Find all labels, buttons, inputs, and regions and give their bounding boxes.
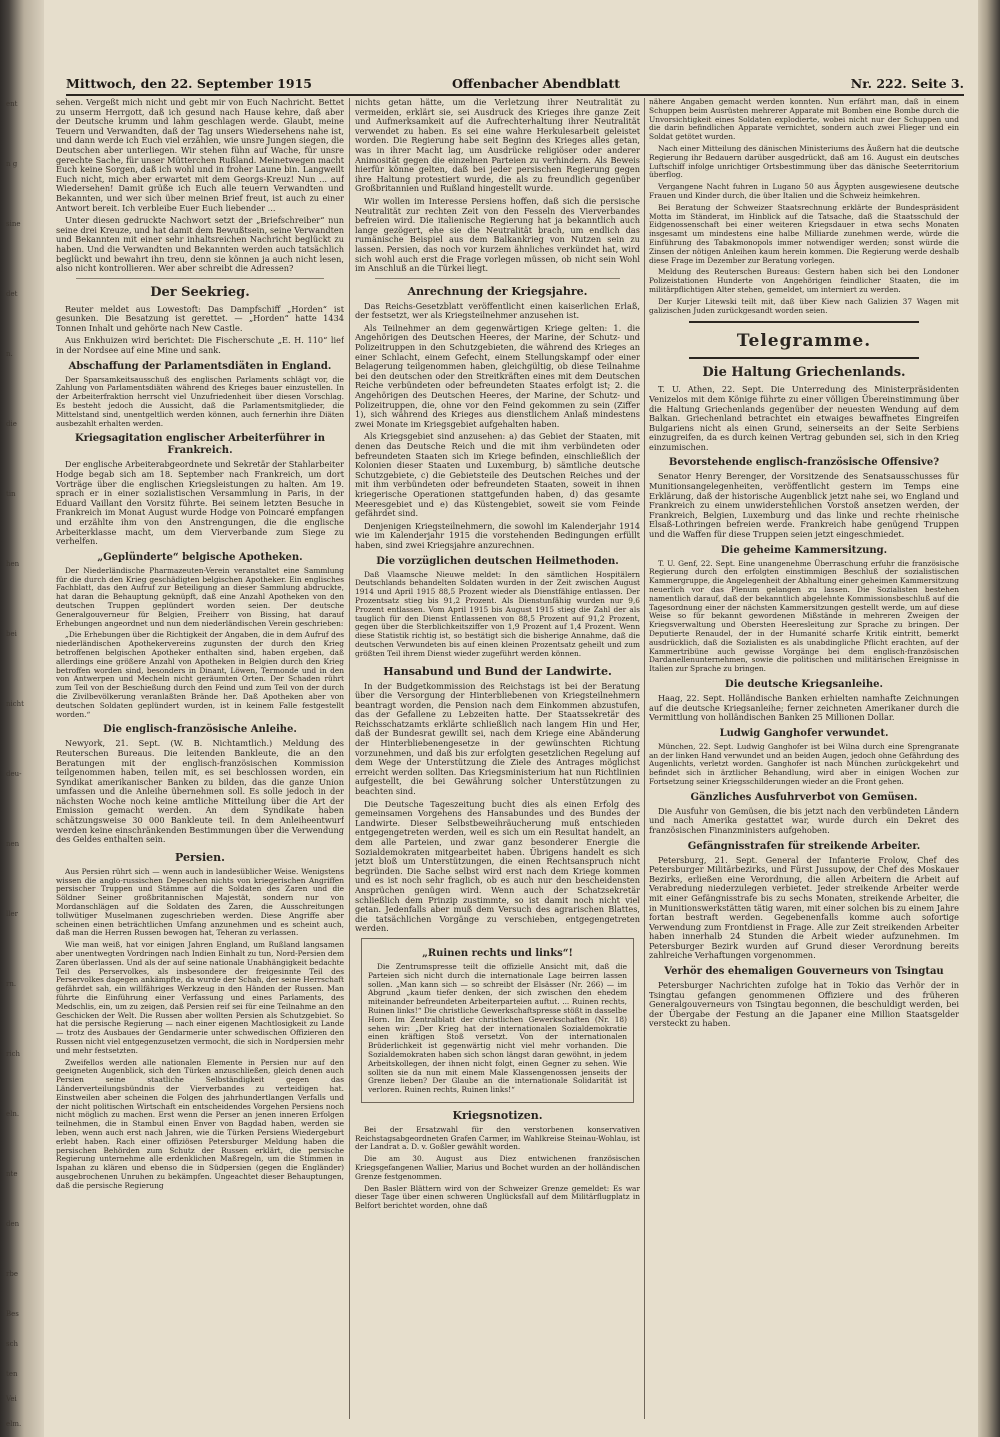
edge-fragment: nte: [6, 1170, 18, 1178]
article-paragraph: Denjenigen Kriegsteilnehmern, die sowohl im Kalenderjahr 1914 wie im Kalenderjahr 1915 die vorstehenden Bedingungen erfüllt haben, sind zwei Kriegsjahre anzurechnen.: [355, 520, 640, 550]
headline-ganghofer: Ludwig Ganghofer verwundet.: [719, 727, 889, 739]
headline-diaeten: Abschaffung der Parlamentsdiäten in England.: [68, 360, 332, 372]
article-paragraph: München, 22. Sept. Ludwig Ganghofer ist bei Wilna durch eine Sprengranate an der linken Hand verwundet und an beiden Augen, jedoch ohne Gefährdung des Augenlichts, verletzt worden. Ganghofer ist nach München zurückgekehrt und befindet sich in ärztlicher Behandlung, wird aber in einigen Wochen zur Fortsetzung seiner Kriegsschilderungen wieder an die Front gehen.: [649, 741, 959, 786]
article-paragraph: Der Kurjer Litewski teilt mit, daß über Kiew nach Galizien 37 Wagen mit galizischen Juden zurückgesandt worden seien.: [649, 296, 959, 315]
headline-ausfuhrverbot: Gänzliches Ausfuhrverbot von Gemüsen.: [690, 791, 918, 803]
edge-fragment: det: [6, 290, 18, 298]
article-paragraph: sehen. Vergeßt mich nicht und gebt mir von Euch Nachricht. Bettet zu unserm Herrgott, daß ich gesund nach Hause kehre, daß aber der Deutsche krumm und lahm geschlagen werde. Glaubt, meine Teuern und Verwandten, daß der Tag unsers Wiedersehens nahe ist, und dann werde ich Euch viel erzählen, wie unsre Jungen siegen, die Deutschen aber unterliegen. Wir stehen fühn auf Wache, für unsre gerechte Sache, für unser Mütterchen Rußland. Meinetwegen macht Euch keine Sorgen, daß ich wohl und in froher Laune bin. Langweilt Euch nicht, mich aber erwartet mit dem Georgs-Kreuz! Nun ... auf Wiedersehen! Damit grüße ich Euch alle teuern Verwandten und Bekannten, und wer sich über meinen Brief freut, ist auch zu einer Antwort bereit. Ich verbleibe Euer Euch liebender ...: [56, 98, 344, 213]
headline-persien: Persien.: [175, 850, 225, 864]
article-paragraph: Bei der Ersatzwahl für den verstorbenen konservativen Reichstagsabgeordneten Grafen Carmer, im Wahlkreise Steinau-Wohlau, ist der Landrat a. D. v. Goßler gewählt worden.: [355, 1124, 640, 1152]
article-paragraph: Das Reichs-Gesetzblatt veröffentlicht einen kaiserlichen Erlaß, der festsetzt, wer als Kriegsteilnehmer anzusehen ist.: [355, 300, 640, 321]
section-title-telegramme: Telegramme.: [736, 331, 872, 352]
article-paragraph: T. U. Genf, 22. Sept. Eine unangenehme Überraschung erfuhr die französische Regierung durch den erfolgten einstimmigen Beschluß der sozialistischen Kammergruppe, die Angelegenheit der Abhaltung einer geheimen Kammersitzung neuerlich vor das Plenum gelangen zu lassen. Die Sozialisten bestehen namentlich darauf, daß der bekanntlich abgelehnte Kommissionsbeschluß auf die Tagesordnung einer der nächsten Kammersitzungen gestellt werde, um auf diese Weise so für bekannt gewordenen Mißstände in mehreren Zweigen der Kriegsverwaltung und Obersten Heeresleitung zur Sprache zu bringen. Der Deputierte Renaudel, der in der Humanité scharfe Kritik eintritt, bemerkt ausdrücklich, daß die Sozialisten es als unabdingliche Pflicht erachten, auf der Kammertribüne auch gewisse Vorgänge bei dem englisch-französischen Dardanellenunternehmen, sowie die politischen und militärischen Ereignisse in Italien zur Sprache zu bringen.: [649, 558, 959, 674]
edge-fragment: bei: [6, 630, 17, 638]
article-paragraph: Wir wollen im Interesse Persiens hoffen, daß sich die persische Neutralität zur rechten Zeit von den Fesseln des Vierverbandes befreien wird. Die italienische Regierung hat ja bekanntlich auch lange gezögert, ehe sie die Neutralität brach, um endlich das rumänische Beispiel aus dem Balkankrieg von Nutzen sein zu lassen. Persien, das noch vor kurzem ähnliches verkündet hat, wird sich wohl auch erst die Frage vorlegen müssen, ob nicht sein Wohl im Anschluß an die Türkei liegt.: [355, 195, 640, 274]
page-header: [66, 74, 964, 96]
edge-fragment: rich: [6, 1050, 21, 1058]
edge-fragment: die: [6, 420, 17, 428]
headline-ruinen: „Ruinen rechts und links“!: [422, 947, 573, 959]
headline-streik: Gefängnisstrafen für streikende Arbeiter.: [687, 840, 921, 852]
article-paragraph: Vergangene Nacht fuhren in Lugano 50 aus Ägypten ausgewiesene deutsche Frauen und Kinder durch, die über Italien und die Schweiz heimkehren.: [649, 182, 959, 200]
article-paragraph: Der Niederländische Pharmazeuten-Verein veranstaltet eine Sammlung für die durch den Krieg geschädigten belgischen Apotheker. Ein englisches Fachblatt, das den Aufruf zur Beteiligung an dieser Sammlung abdruckte, hat daran die Behauptung geknüpft, daß eine Anzahl Apotheken von den deutschen Truppen geplündert worden seien. Der deutsche Generalgouverneur für Belgien, Freiherr von Bissing, hat darauf Erhebungen angeordnet und nun dem niederländischen Verein geschrieben:: [56, 565, 344, 628]
divider: [76, 278, 324, 279]
edge-fragment: rbe: [6, 1270, 18, 1278]
article-paragraph: Der Sparsamkeitsausschuß des englischen Parlaments schlägt vor, die Zahlung von Parlamentsdiäten während des Krieges bauer einzustellen. In der Arbeiterfraktion herrscht viel Unzufriedenheit über diesen Vorschlag. Es besteht jedoch die Aussicht, daß die Parlamentsmitglieder, die Mittelstand sind, unentgeltlich werden können, auch fernerhin ihre Diäten ausbezahlt erhalten werden.: [56, 374, 344, 428]
edge-fragment: sch: [6, 1340, 19, 1348]
edge-fragment: rn.: [6, 980, 17, 988]
article-paragraph: Der englische Arbeiterabgeordnete und Sekretär der Stahlarbeiter Hodge begab sich am 18. September nach Frankreich, um dort Vorträge über die englischen Kriegsleistungen zu halten. Am 19. sprach er in einer sozialistischen Versammlung in Paris, in der Eduard Vaillant den Vorsitz führte. Bei seinem letzten Besuche in Frankreich im Monat August wurde Hodge von Poincaré empfangen und erzählte ihm von den Anstrengungen, die die englische Arbeiterklasse macht, um dem Vierverbande zum Siege zu verhelfen.: [56, 459, 344, 547]
headline-kriegsnotizen: Kriegsnotizen.: [452, 1108, 543, 1122]
column-1: [56, 98, 344, 1419]
article-paragraph: T. U. Athen, 22. Sept. Die Unterredung des Ministerpräsidenten Venizelos mit dem Könige führte zu einer völligen Übereinstimmung über die Haltung Griechenlands gegenüber der neuesten Wendung auf dem Balkan. Griechenland betrachtet ein etwaiges bewaffnetes Eingreifen Bulgariens nicht als einen Grund, seinerseits an der Seite Serbiens einzugreifen, da es durch keinen Vertrag gebunden sei, sich in den Krieg einzumischen.: [649, 384, 959, 452]
article-paragraph: Als Kriegsgebiet sind anzusehen: a) das Gebiet der Staaten, mit denen das Deutsche Reich und die mit ihm verbündeten oder befreundeten Staaten sich im Kriege befinden, einschließlich der Kolonien dieser Staaten und Luxemburg, b) sämtliche deutsche Schutzgebiete, c) die Gebietsteile des Deutschen Reiches und der mit ihm verbündeten oder befreundeten Staaten, soweit in ihnen kriegerische Operationen stattgefunden haben, d) das gesamte Meeresgebiet und e) das Küstengebiet, soweit sie vom Feinde gefährdet sind.: [355, 431, 640, 519]
edge-fragment: Bes: [6, 1310, 19, 1318]
article-paragraph: Die Zentrumspresse teilt die offizielle Ansicht mit, daß die Parteien sich nicht durch die internationale Lage beirren lassen sollen. „Man kann sich — so schreibt der Elsässer (Nr. 266) — im Abgrund „kaum tiefer denken, der sich zwischen den ehedem miteinander befreundeten Arbeiterparteien auftut. ... Ruinen rechts, Ruinen links!“ Die christliche Gewerkschaftspresse stößt in dasselbe Horn. Im Zentralblatt der christlichen Gewerkschaften (Nr. 18) sehen wir: „Der Krieg hat der internationalen Sozialdemokratie einen kräftigen Stoß versetzt. Von der internationalen Brüderlichkeit ist gegenwärtig nicht viel mehr vorhanden. Die Sozialdemokraten haben sich schon längst daran gewöhnt, in jedem Arbeitskollegen, der ihnen nicht folgt, einen Gegner zu sehen. Wie sollten sie da nun mit einem Male Klassengenossen jenseits der Grenze lieben? Der Glaube an die internationale Solidarität ist verloren. Ruinen rechts, Ruinen links!“: [368, 961, 627, 1095]
article-paragraph: nichts getan hätte, um die Verletzung ihrer Neutralität zu vermeiden, erklärt sie, sei Ausdruck des Krieges ihre ganze Zeit und Aufmerksamkeit auf die Aufrechterhaltung ihrer Neutralität verwendet zu haben. Es sei eine wahre Herkulesarbeit geleistet worden. Die Regierung habe seit Beginn des Krieges alles getan, was in ihrer Macht lag, um Ausdrücke religiöser oder anderer Animosität gegen die einzelnen Parteien zu verhindern. Als Beweis hierfür könne gelten, daß bei jeder persischen Regierung gegen ihre Haltung protestiert wurde, die als zu freundlich gegenüber Großbritannien und Rußland hingestellt wurde.: [355, 98, 640, 194]
headline-kriegsanleihe: Die deutsche Kriegsanleihe.: [725, 679, 883, 690]
article-paragraph: Petersburg, 21. Sept. General der Infanterie Frolow, Chef des Petersburger Militärbezirks, und Fürst Jussupow, der Chef des Moskauer Bezirks, erließen eine Verordnung, die allen Arbeitern die Arbeit auf Verabredung niederzulegen verbietet. Jeder streikende Arbeiter werde mit einer Gefängnisstrafe bis zu sechs Monaten, streikende Arbeiter, die in Munitionswerkstätten tätig waren, mit einer solchen bis zu einem Jahre fortan bestraft werden. Gegebenenfalls komme auch sofortige Verwendung zum Frontdienst in Frage. Alle zur Zeit streikenden Arbeiter haben innerhalb 24 Stunden die Arbeit wieder aufzunehmen. Im Petersburger Bezirk wurden auf Grund dieser Verordnung bereits zahlreiche Verhaftungen vorgenommen.: [649, 854, 959, 961]
edge-fragment: tin: [6, 490, 16, 498]
article-paragraph: Reuter meldet aus Lowestoft: Das Dampfschiff „Horden“ ist gesunken. Die Besatzung ist gerettet. — „Horden“ hatte 1434 Tonnen Inhalt und gehörte nach New Castle.: [56, 303, 344, 333]
headline-seekrieg: Der Seekrieg.: [150, 284, 250, 300]
adjacent-page-edge: [0, 0, 44, 1437]
column-3: [649, 98, 959, 1419]
divider: [689, 321, 919, 323]
edge-fragment: nicht: [6, 700, 24, 708]
article-paragraph: Nach einer Mitteilung des dänischen Ministeriums des Äußern hat die deutsche Regierung ihr Bedauern darüber ausgedrückt, daß am 16. August ein deutsches Luftschiff infolge unrichtiger Ortsbestimmung über das dänische Seeterritorium überflog.: [649, 143, 959, 180]
boxed-article: [361, 938, 634, 1103]
article-paragraph: Die Deutsche Tageszeitung bucht dies als einen Erfolg des gemeinsamen Vorgehens des Hansabundes und des Bundes der Landwirte. Dieser Selbstbeweihräucherung muß entschieden entgegengetreten werden, weil es sich um ein Resultat handelt, an dem alle Parteien, und zwar ganz besonderer Energie die Sozialdemokraten mitgearbeitet haben. Übrigens handelt es sich jetzt bloß um Unterstützungen, die einen Rechtsanspruch nicht begründen. Die Sache selbst wird erst nach dem Kriege kommen und es ist noch sehr fraglich, ob es auch nur den bescheidensten Ansprüchen genügen wird. Wenn auch der Schatzsekretär schließlich dem Prinzip zustimmte, so ist damit noch nicht viel getan. Jedenfalls aber muß dem Versuch des agrarischen Blattes, die tatsächlichen Vorgänge zu verschieben, entgegengetreten werden.: [355, 798, 640, 934]
page-binding-edge: [978, 0, 1000, 1437]
headline-kammersitzung: Die geheime Kammersitzung.: [720, 544, 888, 556]
page-number: Nr. 222. Seite 3.: [850, 76, 964, 91]
article-paragraph: Die am 30. August aus Diez entwichenen französischen Kriegsgefangenen Wallier, Marius und Bochet wurden an der holländischen Grenze festgenommen.: [355, 1154, 640, 1181]
headline-agitation: Kriegsagitation englischer Arbeiterführer in Frankreich.: [75, 433, 325, 457]
edge-fragment: Vei: [6, 1395, 17, 1403]
article-paragraph: Bei Beratung der Schweizer Staatsrechnung erklärte der Bundespräsident Motta im Ständerat, im Hinblick auf die Tatsache, daß die Staatsschuld der Eidgenossenschaft bei einer weiteren Kriegsdauer in etwa sechs Monaten insgesamt um mindestens eine halbe Milliarde zunehmen werde, würde die Einführung des Tabakmonopols immer notwendiger werden; sonst würde die Zinsen der nötigen Anleihen kaum herein kommen. Die Regierung werde deshalb diese Frage im Dezember zur Beratung vorlegen.: [649, 202, 959, 265]
article-paragraph: Haag, 22. Sept. Holländische Banken erhielten namhafte Zeichnungen auf die deutsche Kriegsanleihe; ferner zeichneten Amerikaner durch die Vermittlung von holländischen Banken 25 Millionen Dollar.: [649, 693, 959, 723]
headline-apotheken: „Geplünderte“ belgische Apotheken.: [97, 551, 303, 563]
column-divider: [644, 98, 645, 1419]
headline-hansabund: Hansabund und Bund der Landwirte.: [383, 664, 612, 678]
article-paragraph: Wie man weiß, hat vor einigen Jahren England, um Rußland langsamen aber unentwegten Vordringen nach Indien Einhalt zu tun, Nord-Persien dem Zaren überlassen. Und als der auf seine nationale Unabhängigkeit bedachte Teil des Perservolkes, als insbesondere der freigesinnte Teil des Perservolkes dagegen ankämpfte, da wurde der Schah, der seine Herrschaft gefährdet sah, ein willfähriges Werkzeug in den Händen der Russen. Man führte die Einführung einer Verfassung und eines Parlaments, des Medschlis, ein, um zu zeigen, daß Persien reif sei für eine Teilnahme an den Geschicken der Welt. Die Russen aber wollten Persien als Schutzgebiet. So hat die persische Regierung — nach einer eigenen Machtlosigkeit zu Lande — trotz des Ausbaues der Gendarmerie unter schwedischen Offizieren den Russen nicht viel entgegenzusetzen vermocht, die sich in Nordpersien mehr und mehr festsetzten.: [56, 940, 344, 1055]
edge-fragment: n g: [6, 160, 18, 168]
headline-offensive: Bevorstehende englisch-französische Offensive?: [668, 457, 940, 469]
article-paragraph: Den Basler Blättern wird von der Schweizer Grenze gemeldet: Es war dieser Tage über einen schweren Unglücksfall auf dem Militärflugplatz in Belfort berichtet worden, ohne daß: [355, 1183, 640, 1211]
headline-griechenland: Die Haltung Griechenlands.: [702, 365, 906, 381]
divider: [689, 357, 919, 359]
article-paragraph: Newyork, 21. Sept. (W. B. Nichtamtlich.) Meldung des Reuterschen Bureaus. Die leitenden Bankleute, die an den Beratungen mit der englisch-französischen Kommission teilgenommen haben, teilen mit, es sei beschlossen worden, ein Syndikat amerikanischer Banken zu bilden, das die ganze Union umfassen und die Anleihe übernehmen soll. Es solle jedoch in der nächsten Woche noch keine amtliche Mitteilung über die Art der Emission gemacht werden. An dem Syndikate haben schätzungsweise 30 000 Bankleute teil. In dem Anleiheentwurf werden keine einschränkenden Bestimmungen über die Verwendung des Geldes enthalten sein.: [56, 738, 344, 845]
divider: [375, 278, 620, 279]
headline-heilmethoden: Die vorzüglichen deutschen Heilmethoden.: [376, 555, 619, 567]
edge-fragment: n.: [6, 350, 13, 358]
article-paragraph: Aus Persien rührt sich — wenn auch in landesüblicher Weise. Wenigstens wissen die anglo-russischen Depeschen nichts von kriegerischen Angriffen persischer Truppen und Stämme auf die Soldaten des Zaren und die Söldner Seiner großbritannischen Majestät, sondern nur von Mordanschlägen auf die Soldaten des Zaren, die Ausschreitungen tollwütiger Muselmanen zugeschrieben werden. Diese Angriffe aber scheinen einen beträchtlichen Umfang anzunehmen und es scheint auch, daß man die Herren Russen bewogen hat, Teheran zu verlassen.: [56, 866, 344, 938]
edge-fragment: ent: [6, 100, 18, 108]
header-rule: [66, 94, 964, 96]
edge-fragment: sine: [6, 220, 21, 228]
article-paragraph: Senator Henry Berenger, der Vorsitzende des Senatsausschusses für Munitionsangelegenheiten, veröffentlicht gestern im Temps eine Erklärung, daß der historische Augenblick jetzt nahe sei, wo England und Frankreich zu einem unwiderstehlichen Vorstoß ansetzen werden, der Frankreich, Belgien, Luxemburg und das linke und rechte rheinische Elsaß-Lothringen befreien werde. Frankreich habe genügend Truppen und die Waffen für diese Truppen seien jetzt eingeschmiedet.: [649, 471, 959, 540]
article-paragraph: nähere Angaben gemacht werden konnten. Nun erfährt man, daß in einem Schuppen beim Ausrüsten mehrerer Apparate mit Bomben eine Bombe durch die Unvorsichtigkeit eines Soldaten explodierte, wobei nicht nur der Schuppen und die darin befindlichen Apparate vernichtet, sondern auch zwei Flieger und ein Soldat getötet wurden.: [649, 98, 959, 142]
article-paragraph: Petersburger Nachrichten zufolge hat in Tokio das Verhör der in Tsingtau gefangen genommenen Offiziere und des früheren Generalgouverneurs von Tsingtau begonnen, die beschuldigt werden, bei der Übergabe der Festung an die Japaner eine Million Staatsgelder versteckt zu haben.: [649, 980, 959, 1029]
article-paragraph: Als Teilnehmer an dem gegenwärtigen Kriege gelten: 1. die Angehörigen des Deutschen Heeres, der Marine, der Schutz- und Polizeitruppen in den Schutzgebieten, die während des Krieges an einer Schlacht, einem Gefecht, einem Stellungskampf oder einer Belagerung teilgenommen haben, gleichgültig, ob diese Teilnahme bei den deutschen oder den Streitkräften eines mit dem Deutschen Reiche verbündeten oder befreundeten Staates erfolgt ist; 2. die Angehörigen des Deutschen Heeres, der Marine, der Schutz- und Polizeitruppen, die, ohne vor den Feind gekommen zu sein (Ziffer 1), sich während des Krieges aus dienstlichem Anlaß mindestens zwei Monate im Kriegsgebiet aufgehalten haben.: [355, 322, 640, 429]
article-paragraph: Daß Vlaamsche Nieuwe meldet: In den sämtlichen Hospitälern Deutschlands behandelten Soldaten wurden in der Zeit zwischen August 1914 und April 1915 88,5 Prozent wieder als Dienstfähige entlassen. Der Prozentsatz stieg bis 91,2 Prozent. Als Dienstunfähig wurden nur 9,6 Prozent entlassen. Vom April 1915 bis August 1915 stieg die Zahl der als tauglich für den Dienst Entlassenen von 88,5 Prozent auf 91,2 Prozent, gegen über die Sterblichkeitsziffer von 1,9 Prozent auf 1,4 Prozent. Wenn diese Statistik richtig ist, so bestätigt sich die bisherige Annahme, daß die deutschen Verwundeten bis auf einen kleinen Prozentsatz geheilt und zum größten Teil ihrem Dienst wieder zugeführt werden können.: [355, 569, 640, 658]
headline-anrechnung: Anrechnung der Kriegsjahre.: [407, 284, 588, 298]
edge-fragment: eln.: [6, 1110, 20, 1118]
article-paragraph: Zweifellos werden alle nationalen Elemente in Persien nur auf den geeigneten Augenblick, sich den Türken anzuschließen, gleich denen auch Persien seine staatliche Selbständigkeit gegen das Länderverteilungsbündnis der Vierverbandes zu verteidigen hat. Einstweilen aber scheinen die Folgen des jahrhundertlangen Verfalls und der nicht politischen Wirtschaft ein entscheidendes Vorgehen Persiens noch nicht möglich zu machen. Erst wenn die Perser an jenen inneren Erfolgen teilnehmen, die in Stambul einen Enver von Bagdad haben, werden sie leben, wenn auch erst nach Jahren, wie die Türken Persiens Wiedergeburt erlebt haben. Rach einer offiziösen Petersburger Meldung haben die persischen Behörden zum Schutz der Russen erklärt, die persische Regierung unternehme alle erdenklichen Maßregeln, um die Stimmen in Ispahan zu klären und ebenso die in Südpersien (gegen die Engländer) ausgebrochenen Unruhen zu bekämpfen. Ungeachtet dieser Behauptungen, daß die persische Regierung: [56, 1057, 344, 1190]
article-paragraph: In der Budgetkommission des Reichstags ist bei der Beratung über die Versorgung der Hinterbliebenen von Kriegsteilnehmern beantragt worden, die Pension nach dem Einkommen abzustufen, das der Gefallene zu Lebzeiten hatte. Der Staatssekretär des Reichsschatzamts erklärte schließlich nach langem Hin und Her, daß der Bundesrat gewillt sei, nach dem Kriege eine Abänderung der Hinterbliebenengesetze in der gewünschten Richtung vorzunehmen, und daß bis zur erfolgten gesetzlichen Regelung auf dem Wege der Unterstützung die Ziele des Antrages möglichst erreicht werden sollten. Das Kriegsministerium hat nun Richtlinien aufgestellt, die bei Gewährung solcher Unterstützungen zu beachten sind.: [355, 680, 640, 797]
edge-fragment: hen: [6, 560, 20, 568]
newspaper-title: Offenbacher Abendblatt: [452, 76, 620, 91]
column-divider: [349, 98, 350, 1419]
edge-fragment: ten: [6, 1370, 18, 1378]
article-paragraph: „Die Erhebungen über die Richtigkeit der Angaben, die in dem Aufruf des niederländischen Apothekervereins zugunsten der durch den Krieg betroffenen belgischen Apotheker enthalten sind, haben ergeben, daß allerdings eine größere Anzahl von Apotheken in Belgien durch den Krieg betroffen worden sind, besonders in Dinant, Löwen, Termonde und in den von Antwerpen und Mecheln nicht geräumten Orten. Der Schaden rührt zum Teil von der Beschießung durch den Feind und zum Teil von der durch die Zivilbevölkerung veranlaßten Brände her. Daß Apotheken aber von deutschen Soldaten geplündert wurden, ist in keinem Falle festgestellt worden.“: [56, 630, 344, 719]
edge-fragment: deu-: [6, 770, 22, 778]
article-paragraph: Die Ausfuhr von Gemüsen, die bis jetzt nach den verbündeten Ländern und nach Amerika gestattet war, wurde durch ein Dekret des französischen Finanzministers aufgehoben.: [649, 805, 959, 835]
edge-fragment: elm.: [6, 1420, 22, 1428]
newspaper-page: [44, 0, 978, 1437]
article-paragraph: Unter diesen gedruckte Nachwort setzt der „Briefschreiber“ nun seine drei Kreuze, und hat damit dem Bewußtsein, seine Verwandten und Bekannten mit einer sehr inhaltsreichen Nachricht beglückt zu haben. Und die Verwandten und Bekannten werden auch tatsächlich beglückt und bewahrt ihn treu, denn sie können ja auch nicht lesen, also nicht kontrollieren. Wer aber schreibt die Adressen?: [56, 215, 344, 274]
issue-date: Mittwoch, den 22. September 1915: [66, 76, 312, 91]
edge-fragment: ller: [6, 910, 18, 918]
edge-fragment: den: [6, 1220, 20, 1228]
headline-tsingtau: Verhör des ehemaligen Gouverneurs von Tsingtau: [664, 966, 944, 978]
edge-fragment: nen: [6, 840, 20, 848]
article-paragraph: Meldung des Reuterschen Bureaus: Gestern haben sich bei den Londoner Polizeistationen Hunderte von Angehörigen feindlicher Staaten, die im militärpflichtigen Alter stehen, gemeldet, um interniert zu werden.: [649, 267, 959, 294]
article-paragraph: Aus Enkhuizen wird berichtet: Die Fischerschute „E. H. 110“ lief in der Nordsee auf eine Mine und sank.: [56, 335, 344, 356]
headline-anleihe: Die englisch-französische Anleihe.: [103, 724, 297, 736]
column-2: [355, 98, 640, 1419]
